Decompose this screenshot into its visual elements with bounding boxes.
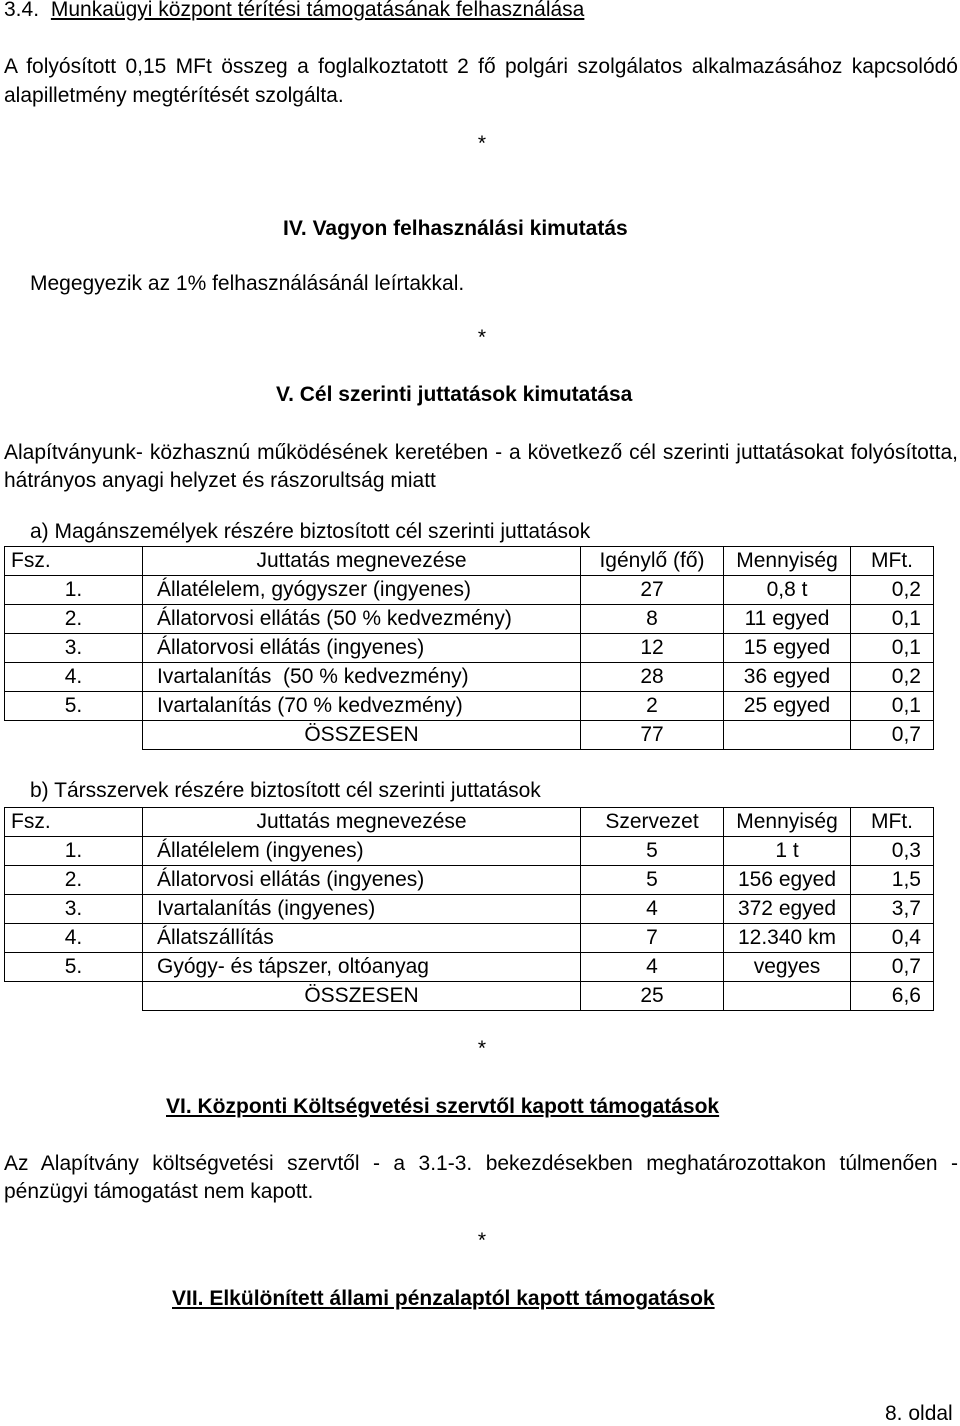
requester-count: 12 xyxy=(581,634,724,663)
quantity: 0,8 t xyxy=(724,576,851,605)
quantity: vegyes xyxy=(724,953,851,982)
header-cell: MFt. xyxy=(851,547,934,576)
row-number: 2. xyxy=(5,605,143,634)
header-cell: Fsz. xyxy=(5,808,143,837)
section-vi-paragraph: Az Alapítvány költségvetési szervtől - a 3.1-3. bekezdésekben meghatározottakon túlmenően - pénzügyi támogatást nem kapott. xyxy=(4,1152,958,1203)
total-organizations: 25 xyxy=(581,982,724,1011)
header-cell: Igénylő (fő) xyxy=(581,547,724,576)
amount-mft: 0,7 xyxy=(851,953,934,982)
amount-mft: 0,2 xyxy=(851,663,934,692)
organization-count: 5 xyxy=(581,837,724,866)
table-row xyxy=(5,634,934,663)
table-a-caption: a) Magánszemélyek részére biztosított cél szerinti juttatások xyxy=(30,520,591,543)
separator-asterisk: * xyxy=(477,326,487,349)
quantity: 15 egyed xyxy=(724,634,851,663)
table-a xyxy=(4,546,934,750)
amount-mft: 3,7 xyxy=(851,895,934,924)
amount-mft: 0,2 xyxy=(851,576,934,605)
section-3-4-paragraph: A folyósított 0,15 MFt összeg a foglalkoztatott 2 fő polgári szolgálatos alkalmazásához kapcsolódó alapilletmény megtérítését szolgálta. xyxy=(4,55,958,107)
quantity: 372 egyed xyxy=(724,895,851,924)
table-row xyxy=(5,692,934,721)
quantity: 12.340 km xyxy=(724,924,851,953)
organization-count: 4 xyxy=(581,953,724,982)
table-total-row xyxy=(5,982,934,1011)
section-vi-title: VI. Központi Költségvetési szervtől kapott támogatások xyxy=(166,1095,720,1118)
row-number: 1. xyxy=(5,576,143,605)
amount-mft: 0,1 xyxy=(851,605,934,634)
benefit-name: Állatorvosi ellátás (ingyenes) xyxy=(143,866,581,895)
separator-asterisk: * xyxy=(477,132,487,155)
amount-mft: 0,3 xyxy=(851,837,934,866)
row-number: 4. xyxy=(5,663,143,692)
organization-count: 5 xyxy=(581,866,724,895)
table-b xyxy=(4,807,934,1011)
quantity: 25 egyed xyxy=(724,692,851,721)
benefit-name: Állatorvosi ellátás (50 % kedvezmény) xyxy=(143,605,581,634)
page-number: 8. oldal xyxy=(885,1402,953,1425)
benefit-name: Ivartalanítás (70 % kedvezmény) xyxy=(143,692,581,721)
section-v-paragraph: Alapítványunk- közhasznú működésének keretében - a következő cél szerinti juttatásokat folyósította, hátrányos anyagi helyzet és rászorultság miatt xyxy=(4,441,958,492)
total-requesters: 77 xyxy=(581,721,724,750)
organization-count: 4 xyxy=(581,895,724,924)
requester-count: 2 xyxy=(581,692,724,721)
table-header-row xyxy=(5,808,934,837)
total-quantity xyxy=(724,982,851,1011)
header-cell: MFt. xyxy=(851,808,934,837)
benefit-name: Gyógy- és tápszer, oltóanyag xyxy=(143,953,581,982)
amount-mft: 0,4 xyxy=(851,924,934,953)
benefit-name: Állatszállítás xyxy=(143,924,581,953)
table-row xyxy=(5,605,934,634)
row-number: 3. xyxy=(5,634,143,663)
requester-count: 28 xyxy=(581,663,724,692)
benefit-name: Állatorvosi ellátás (ingyenes) xyxy=(143,634,581,663)
table-row xyxy=(5,953,934,982)
row-number: 1. xyxy=(5,837,143,866)
amount-mft: 0,1 xyxy=(851,692,934,721)
row-number: 3. xyxy=(5,895,143,924)
total-amount: 6,6 xyxy=(851,982,934,1011)
amount-mft: 0,1 xyxy=(851,634,934,663)
empty-cell xyxy=(5,721,143,750)
quantity: 36 egyed xyxy=(724,663,851,692)
header-cell: Mennyiség xyxy=(724,808,851,837)
header-cell: Juttatás megnevezése xyxy=(143,547,581,576)
section-v-title: V. Cél szerinti juttatások kimutatása xyxy=(276,383,633,406)
amount-mft: 1,5 xyxy=(851,866,934,895)
table-row xyxy=(5,576,934,605)
benefit-name: Állatélelem, gyógyszer (ingyenes) xyxy=(143,576,581,605)
organization-count: 7 xyxy=(581,924,724,953)
section-iv-text: Megegyezik az 1% felhasználásánál leírtakkal. xyxy=(30,272,465,295)
section-vii-title: VII. Elkülönített állami pénzalaptól kapott támogatások xyxy=(172,1287,715,1310)
section-title: Munkaügyi központ térítési támogatásának felhasználása xyxy=(50,0,585,21)
total-label: ÖSSZESEN xyxy=(143,721,581,750)
total-amount: 0,7 xyxy=(851,721,934,750)
total-label: ÖSSZESEN xyxy=(143,982,581,1011)
empty-cell xyxy=(5,982,143,1011)
quantity: 11 egyed xyxy=(724,605,851,634)
header-cell: Szervezet xyxy=(581,808,724,837)
row-number: 4. xyxy=(5,924,143,953)
requester-count: 27 xyxy=(581,576,724,605)
separator-asterisk: * xyxy=(477,1229,487,1252)
row-number: 2. xyxy=(5,866,143,895)
table-row xyxy=(5,866,934,895)
table-row xyxy=(5,924,934,953)
header-cell: Fsz. xyxy=(5,547,143,576)
table-row xyxy=(5,895,934,924)
table-b-caption: b) Társszervek részére biztosított cél szerinti juttatások xyxy=(30,779,541,802)
benefit-name: Ivartalanítás (50 % kedvezmény) xyxy=(143,663,581,692)
table-row xyxy=(5,663,934,692)
header-cell: Mennyiség xyxy=(724,547,851,576)
total-quantity xyxy=(724,721,851,750)
table-row xyxy=(5,837,934,866)
table-total-row xyxy=(5,721,934,750)
quantity: 1 t xyxy=(724,837,851,866)
row-number: 5. xyxy=(5,953,143,982)
quantity: 156 egyed xyxy=(724,866,851,895)
requester-count: 8 xyxy=(581,605,724,634)
section-3-4-heading xyxy=(4,0,584,22)
section-iv-title: IV. Vagyon felhasználási kimutatás xyxy=(283,217,628,240)
row-number: 5. xyxy=(5,692,143,721)
header-cell: Juttatás megnevezése xyxy=(143,808,581,837)
table-header-row xyxy=(5,547,934,576)
separator-asterisk: * xyxy=(477,1037,487,1060)
section-number: 3.4. xyxy=(4,0,40,21)
benefit-name: Ivartalanítás (ingyenes) xyxy=(143,895,581,924)
benefit-name: Állatélelem (ingyenes) xyxy=(143,837,581,866)
